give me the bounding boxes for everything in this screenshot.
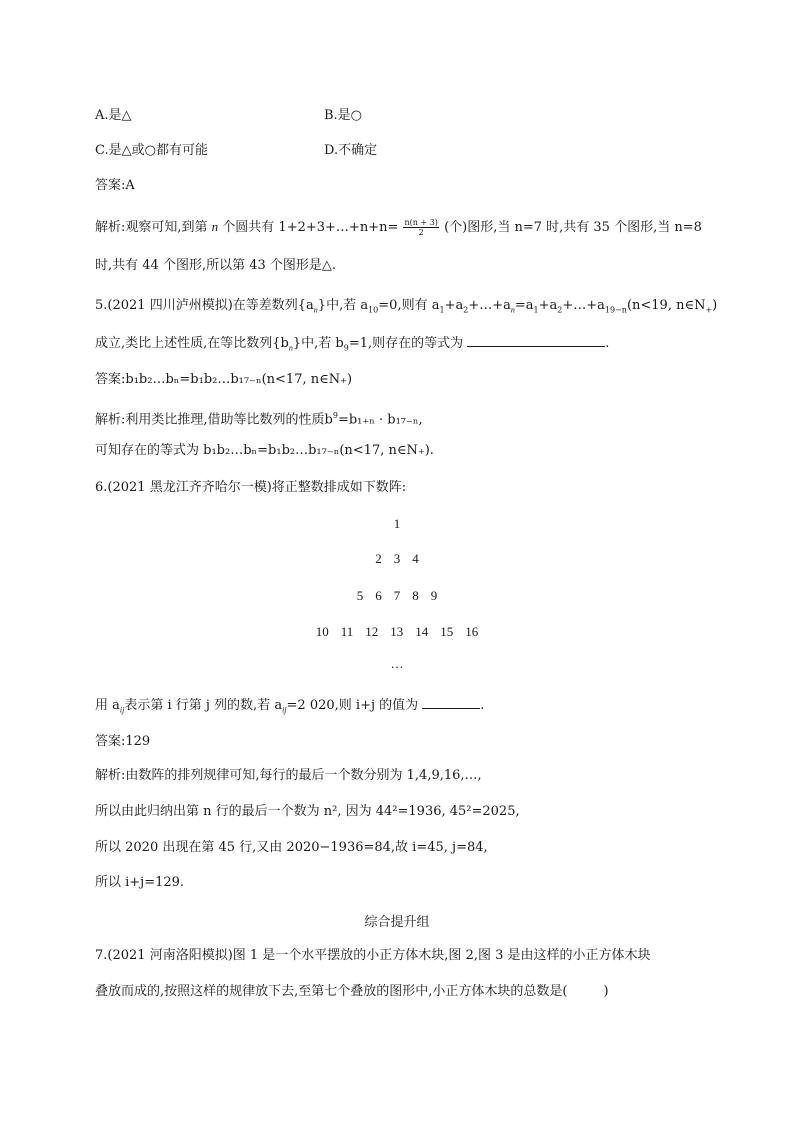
q6-analysis-line2: 所以由此归纳出第 n 行的最后一个数为 n², 因为 44²=1936, 45²=2025, <box>95 804 520 819</box>
answer-blank[interactable] <box>422 696 480 709</box>
q6-analysis-line3: 所以 2020 出现在第 45 行,又由 2020−1936=84,故 i=45, j=84, <box>95 840 488 855</box>
option-d: D.不确定 <box>324 143 378 158</box>
q6-answer: 答案:129 <box>95 734 151 749</box>
q6-analysis-line4: 所以 i+j=129. <box>95 875 185 890</box>
number-array-row-4: 10 11 12 13 14 15 16 <box>315 624 479 639</box>
option-c: C.是△或○都有可能 <box>95 143 208 158</box>
fraction: $\frac{n(n + 3)}{2}$ <box>404 218 438 237</box>
answer-blank[interactable] <box>467 334 605 347</box>
q4-analysis-line2: 时,共有 44 个图形,所以第 43 个图形是△. <box>95 258 337 273</box>
section-title: 综合提升组 <box>364 915 430 930</box>
number-array-ellipsis: … <box>390 656 404 671</box>
q5-analysis-line1: 解析:利用类比推理,借助等比数列的性质$b^9=b_{1+n} \cdot b_{17-n}$, <box>95 411 423 428</box>
q6-analysis-line1: 解析:由数阵的排列规律可知,每行的最后一个数分别为 1,4,9,16,…, <box>95 768 482 783</box>
option-a: A.是△ <box>95 108 132 123</box>
q5-stem-line1: 5.(2021 四川泸州模拟)在等差数列$\{a_n\}$中,若 $a_{10}=0$,则有 $a_1+a_2+\dots+a_n=a_1+a_2+\dots+a_{19-n}(n<19$, $n\in N_+$) <box>95 298 718 315</box>
q7-stem-line2: 叠放而成的,按照这样的规律放下去,至第七个叠放的图形中,小正方体木块的总数是( ) <box>95 984 609 999</box>
q7-stem-line1: 7.(2021 河南洛阳模拟)图 1 是一个水平摆放的小正方体木块,图 2,图 3 是由这样的小正方体木块 <box>95 948 651 963</box>
q5-analysis-line2: 可知存在的等式为 b₁b₂…bₙ=b₁b₂…b₁₇₋ₙ(n<17, n∈N₊). <box>95 443 434 458</box>
number-array-row-2: 2 3 4 <box>375 551 419 566</box>
q4-analysis-line1: 解析:观察可知,到第 n 个圆共有 1+2+3+…+n+n= $\frac{n(n + 3)}{2}$ (个)图形,当 n=7 时,共有 35 个图形,当 n=8 <box>95 218 702 237</box>
number-array-row-1: 1 <box>393 516 401 531</box>
q4-answer: 答案:A <box>95 178 135 193</box>
q5-answer: 答案:b₁b₂…bₙ=b₁b₂…b₁₇₋ₙ(n<17, n∈N₊) <box>95 372 353 387</box>
number-array-row-3: 5 6 7 8 9 <box>356 588 438 603</box>
q5-stem-line2: 成立,类比上述性质,在等比数列$\{b_n\}$中,若 $b_9=1$,则存在的等式为 . <box>95 336 610 353</box>
q6-stem: 6.(2021 黑龙江齐齐哈尔一模)将正整数排成如下数阵: <box>95 480 407 495</box>
option-b: B.是○ <box>324 108 363 123</box>
q6-question: 用 $a_{ij}$表示第 i 行第 j 列的数,若 $a_{ij}=2$ 020,则 i+j 的值为 . <box>95 698 485 715</box>
